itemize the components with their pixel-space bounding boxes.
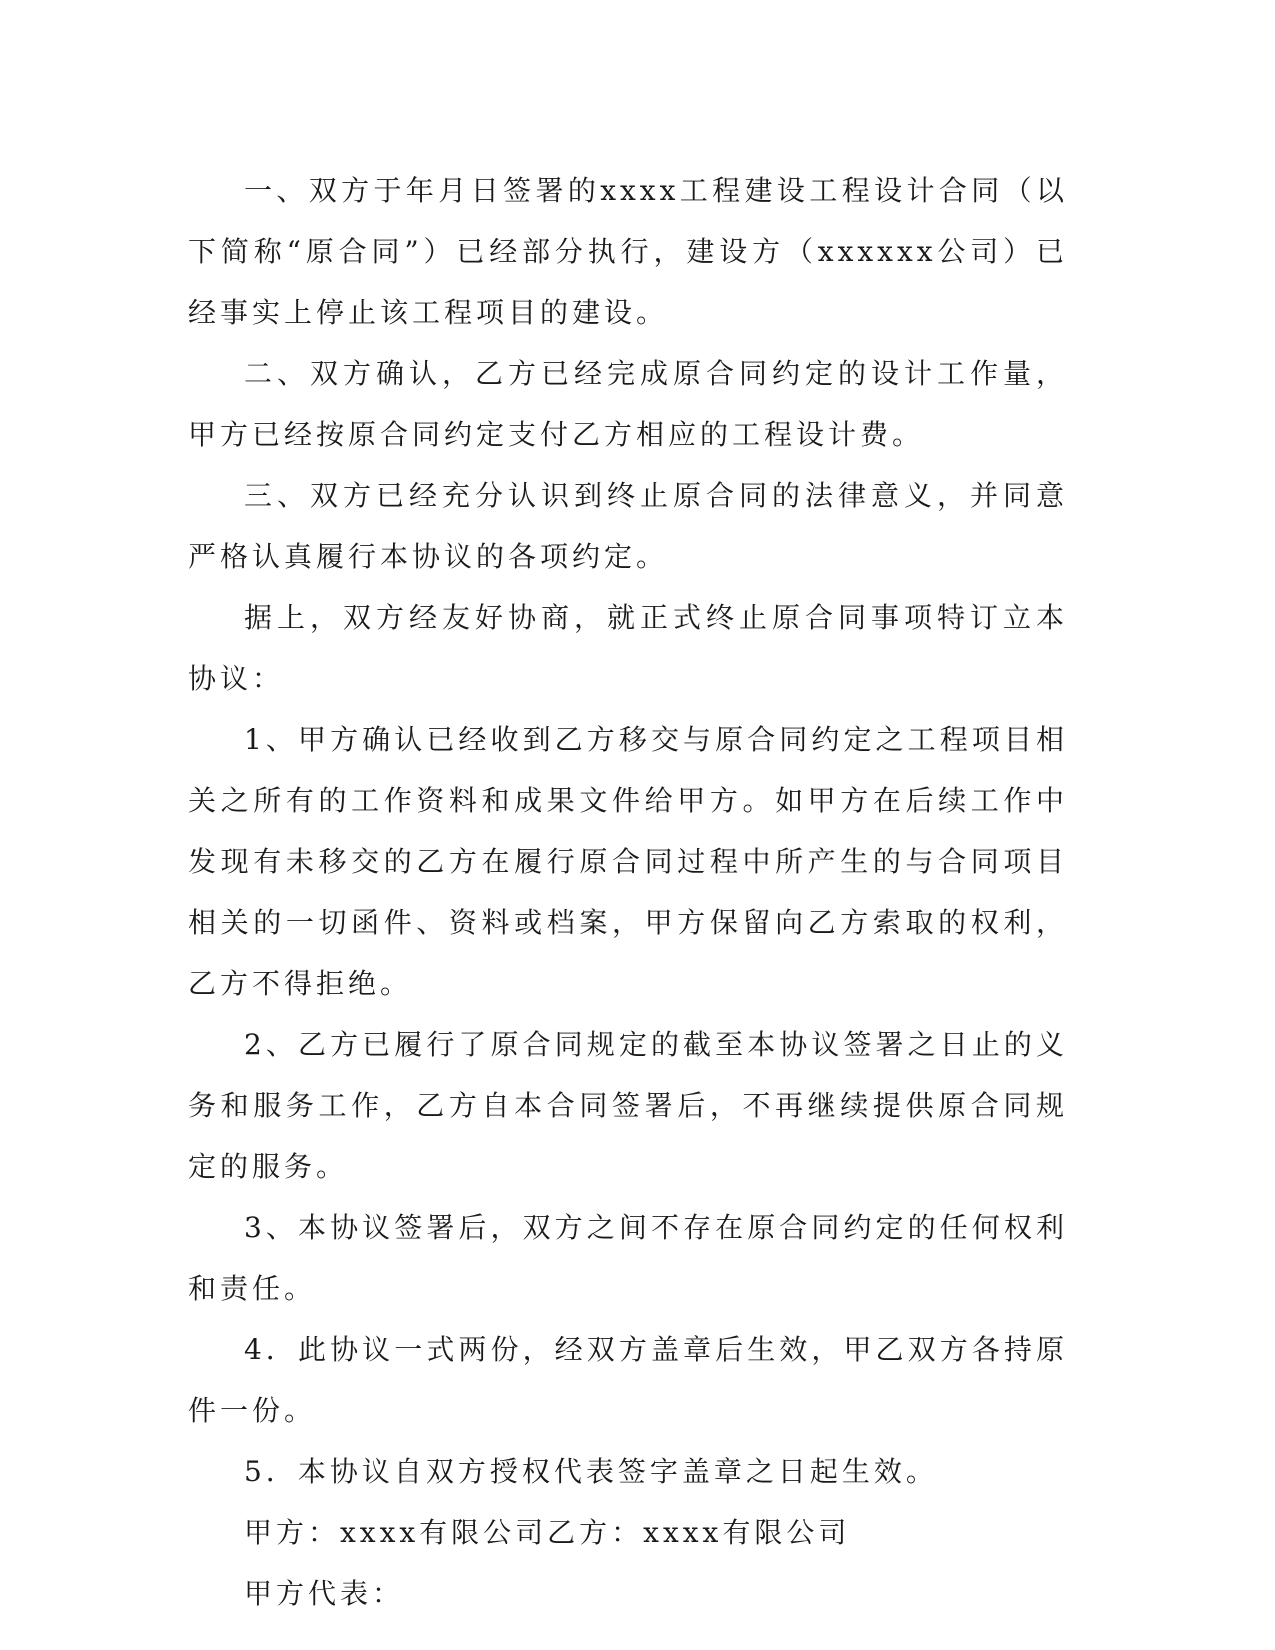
document-body [188, 160, 1068, 1624]
clause-5: 5．本协议自双方授权代表签字盖章之日起生效。 [244, 1455, 938, 1488]
clause-1: 1、甲方确认已经收到乙方移交与原合同约定之工程项目相关之所有的工作资料和成果文件给甲方。如甲方在后续工作中发现有未移交的乙方在履行原合同过程中所产生的与合同项目相关的一切函件、资料或档案，甲方保留向乙方索取的权利，乙方不得拒绝。 [188, 723, 1068, 1000]
clause-4: 4．此协议一式两份，经双方盖章后生效，甲乙双方各持原件一份。 [188, 1333, 1068, 1427]
representative-line: 甲方代表： [244, 1577, 405, 1610]
clause-3: 3、本协议签署后，双方之间不存在原合同约定的任何权利和责任。 [188, 1211, 1068, 1305]
paragraph-3: 三、双方已经充分认识到终止原合同的法律意义，并同意严格认真履行本协议的各项约定。 [188, 479, 1068, 573]
clause-2: 2、乙方已履行了原合同规定的截至本协议签署之日止的义务和服务工作，乙方自本合同签署后，不再继续提供原合同规定的服务。 [188, 1028, 1068, 1183]
paragraph-2: 二、双方确认，乙方已经完成原合同约定的设计工作量，甲方已经按原合同约定支付乙方相应的工程设计费。 [188, 357, 1068, 451]
parties-line: 甲方：xxxx有限公司乙方：xxxx有限公司 [244, 1516, 851, 1549]
paragraph-1: 一、双方于年月日签署的xxxx工程建设工程设计合同（以下简称“原合同”）已经部分执行，建设方（xxxxxx公司）已经事实上停止该工程项目的建设。 [188, 174, 1068, 329]
paragraph-preamble: 据上，双方经友好协商，就正式终止原合同事项特订立本协议： [188, 601, 1068, 695]
